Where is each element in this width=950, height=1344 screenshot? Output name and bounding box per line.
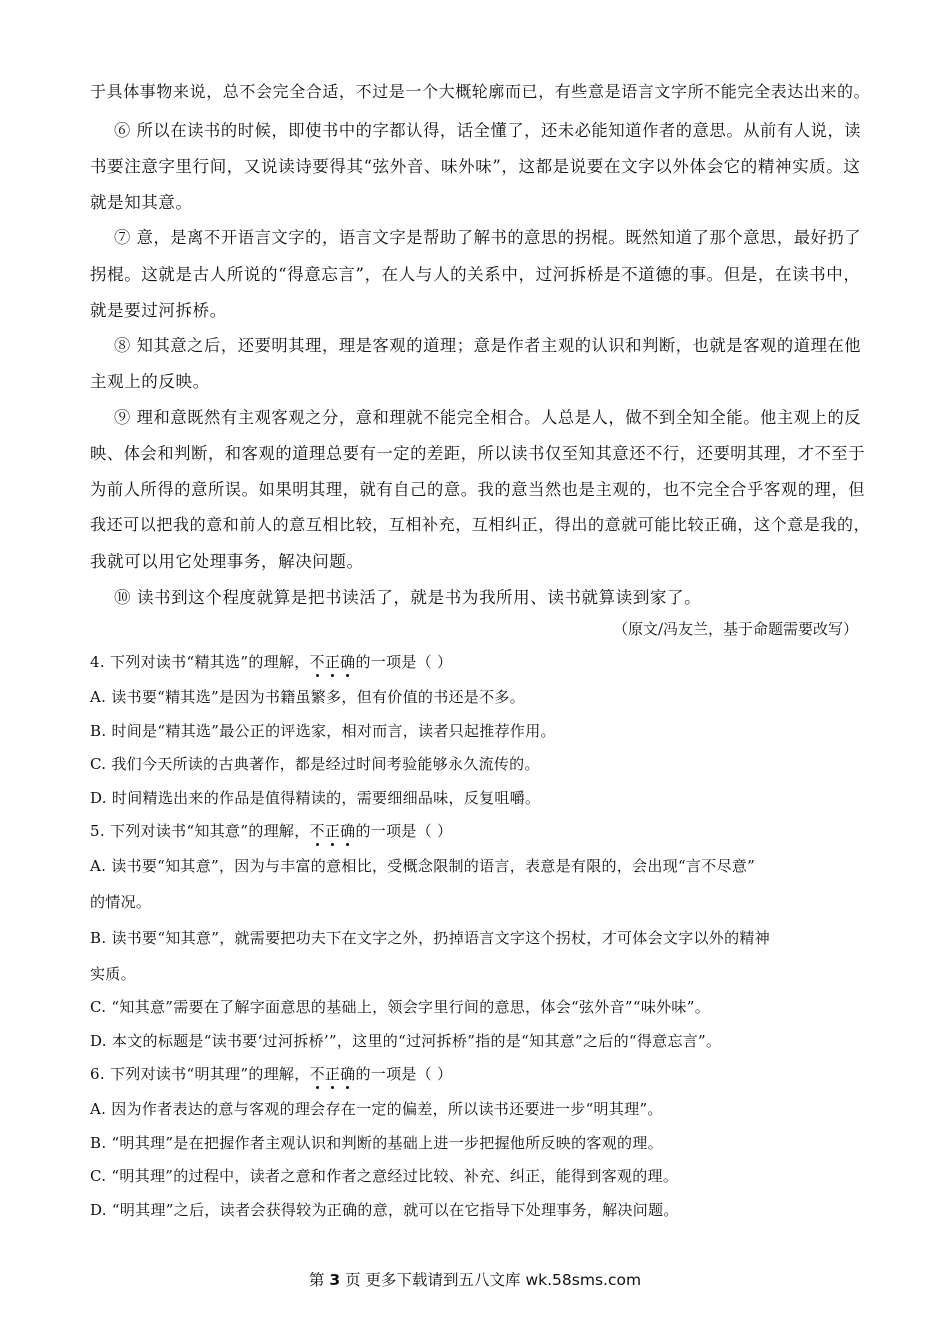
question-5-stem [90,820,452,841]
page-number: 3 [329,1271,341,1289]
question-stem-text: 的一项是（ ） [355,653,453,671]
question-stem-text: 4. 下列对读书“精其选”的理解， [90,653,310,671]
page-footer [0,1268,950,1290]
question-5-option-c: C. “知其意”需要在了解字面意思的基础上，领会字里行间的意思，体会“弦外音”“味外味”。 [90,998,710,1016]
question-6-option-b: B. “明其理”是在把握作者主观认识和判断的基础上进一步把握他所反映的客观的理。 [90,1134,663,1152]
question-5-option-d: D. 本文的标题是“读书要‘过河拆桥’”，这里的“过河拆桥”指的是“知其意”之后的“得意忘言”。 [90,1032,722,1050]
passage-line: 拐棍。这就是古人所说的“得意忘言”，在人与人的关系中，过河拆桥是不道德的事。但是，在读书中， [90,265,861,284]
emphasis-char: 确 [340,822,356,840]
passage-line: 就是要过河拆桥。 [90,301,227,320]
paragraph-9: ⑨ 理和意既然有主观客观之分，意和理就不能完全相合。人总是人，做不到全知全能。他主观上的反 [114,408,862,427]
passage-line: 书要注意字里行间，又说读诗要得其“弦外音、味外味”，这都是说要在文字以外体会它的精神实质。这 [90,157,861,176]
question-6-option-d: D. “明其理”之后，读者会获得较为正确的意，就可以在它指导下处理事务，解决问题。 [90,1201,679,1219]
emphasis-char: 正 [324,1065,341,1083]
passage-line: 主观上的反映。 [90,372,210,391]
emphasis-char: 确 [340,653,356,671]
passage-line: 于具体事物来说，总不会完全合适，不过是一个大概轮廓而已，有些意是语言文字所不能完全表达出来的。 [90,82,871,101]
question-4-option-a: A. 读书要“精其选”是因为书籍虽繁多，但有价值的书还是不多。 [90,688,526,706]
emphasis-char: 不 [309,1065,325,1083]
question-stem-text: 5. 下列对读书“知其意”的理解， [90,822,310,840]
question-stem-text: 6. 下列对读书“明其理”的理解， [90,1065,310,1083]
passage-line: 为前人所得的意所误。如果明其理，就有自己的意。我的意当然也是主观的，也不完全合乎客观的理，但 [90,480,866,499]
paragraph-6: ⑥ 所以在读书的时候，即使书中的字都认得，话全懂了，还未必能知道作者的意思。从前有人说，读 [114,121,862,140]
question-5-option-a-cont: 的情况。 [90,893,152,911]
question-4-option-d: D. 时间精选出来的作品是值得精读的，需要细细品味，反复咀嚼。 [90,789,541,807]
question-4-option-c: C. 我们今天所读的古典著作，都是经过时间考验能够永久流传的。 [90,755,540,773]
question-5-option-a: A. 读书要“知其意”，因为与丰富的意相比，受概念限制的语言，表意是有限的，会出现“言不尽意” [90,857,756,875]
passage-line: 我就可以用它处理事务，解决问题。 [90,552,364,571]
paragraph-7: ⑦ 意，是离不开语言文字的，语言文字是帮助了解书的意思的拐棍。既然知道了那个意思，最好扔了 [114,228,862,247]
footer-prefix: 第 [308,1271,325,1289]
question-4-option-b: B. 时间是“精其选”最公正的评选家，相对而言，读者只起推荐作用。 [90,722,556,740]
footer-text: 页 更多下载请到五八文库 wk.58sms.com [345,1271,642,1289]
emphasis-char: 正 [324,822,341,840]
passage-line: 我还可以把我的意和前人的意互相比较，互相补充，互相纠正，得出的意就可能比较正确，这个意是我的， [90,515,871,534]
emphasis-char: 确 [340,1065,356,1083]
emphasis-char: 正 [324,653,341,671]
question-5-option-b-cont: 实质。 [90,965,136,983]
question-6-stem [90,1063,452,1084]
passage-line: 就是知其意。 [90,193,193,212]
question-6-option-a: A. 因为作者表达的意与客观的理会存在一定的偏差，所以读书还要进一步“明其理”。 [90,1100,663,1118]
question-5-option-b: B. 读书要“知其意”，就需要把功夫下在文字之外，扔掉语言文字这个拐杖，才可体会文字以外的精神 [90,929,770,947]
paragraph-8: ⑧ 知其意之后，还要明其理，理是客观的道理；意是作者主观的认识和判断，也就是客观的道理在他 [114,336,862,355]
question-stem-text: 的一项是（ ） [355,1065,453,1083]
emphasis-char: 不 [309,822,325,840]
passage-line: 映、体会和判断，和客观的道理总要有一定的差距，所以读书仅至知其意还不行，还要明其理，才不至于 [90,444,866,463]
emphasis-char: 不 [309,653,325,671]
paragraph-10: ⑩ 读书到这个程度就算是把书读活了，就是书为我所用、读书就算读到家了。 [114,588,702,607]
source-attribution: （原文/冯友兰，基于命题需要改写） [612,620,858,638]
question-stem-text: 的一项是（ ） [355,822,453,840]
question-4-stem [90,651,452,672]
question-6-option-c: C. “明其理”的过程中，读者之意和作者之意经过比较、补充、纠正，能得到客观的理。 [90,1167,679,1185]
